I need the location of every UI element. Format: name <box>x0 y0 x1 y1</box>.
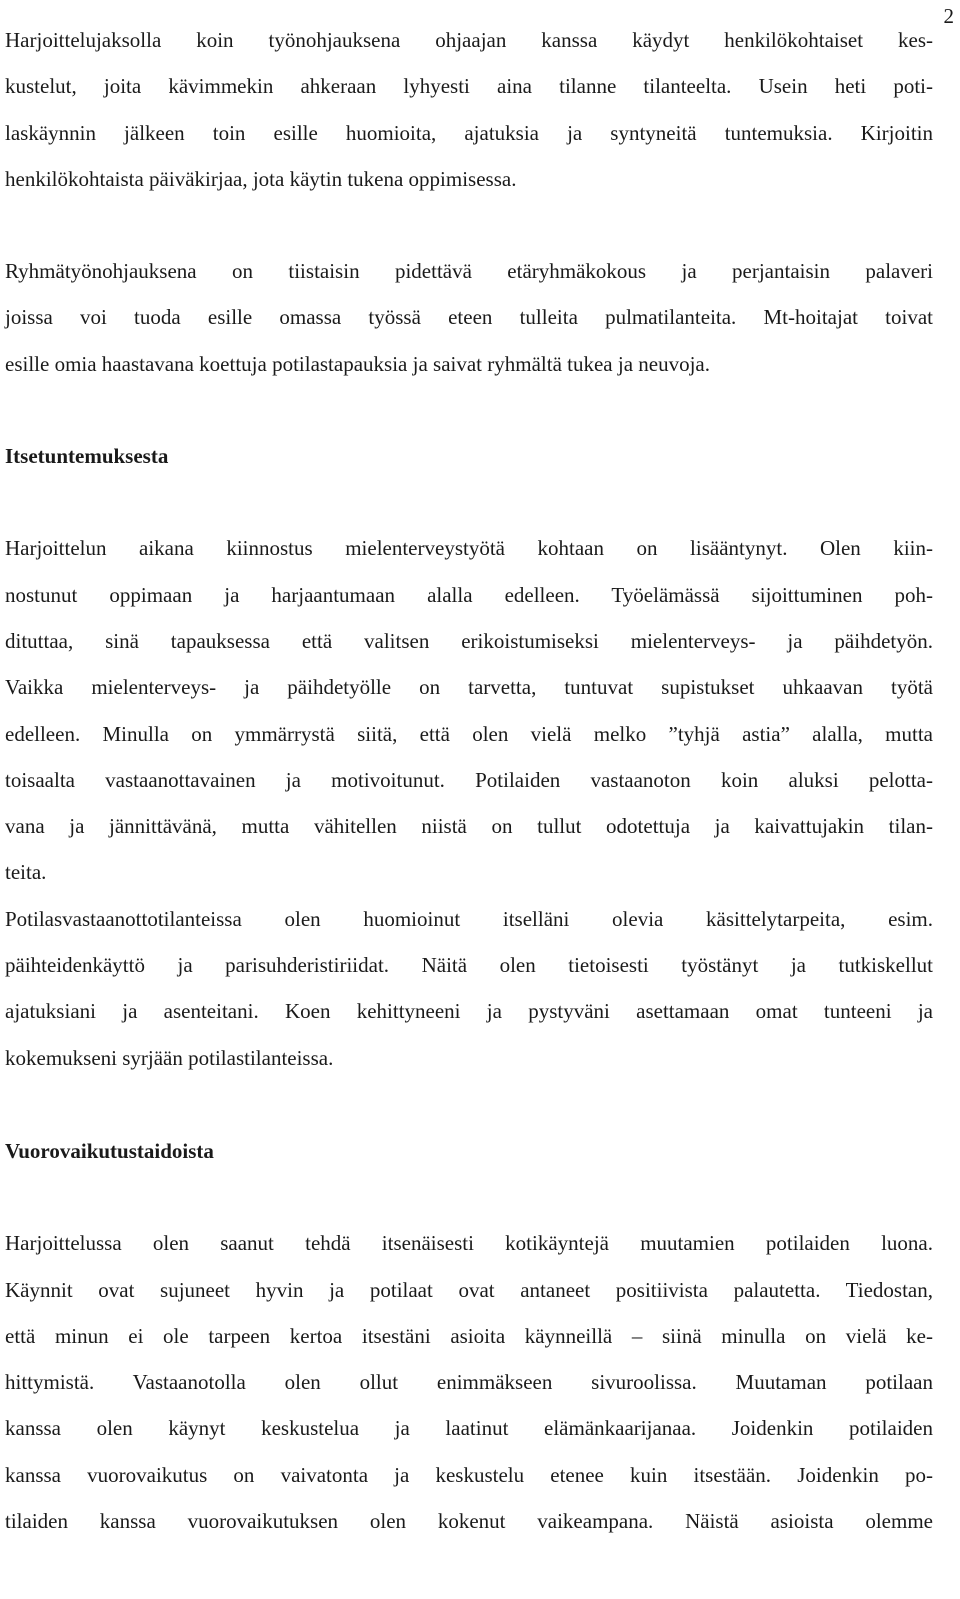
paragraph <box>5 248 933 387</box>
text-line: vana ja jännittävänä, mutta vähitellen niistä on tullut odotettuja ja kaivattujakin tilan- <box>5 814 933 839</box>
paragraph-spacer <box>5 1081 933 1128</box>
document-body <box>5 17 933 1544</box>
text-line: Potilasvastaanottotilanteissa olen huomioinut itselläni olevia käsittelytarpeita, esim. <box>5 906 933 931</box>
text-line: Harjoittelussa olen saanut tehdä itsenäisesti kotikäyntejä muutamien potilaiden luona. <box>5 1231 933 1256</box>
text-line: teita. <box>5 860 47 885</box>
text-line: joissa voi tuoda esille omassa työssä eteen tulleita pulmatilanteita. Mt-hoitajat toivat <box>5 305 933 330</box>
paragraph <box>5 896 933 1081</box>
page-number: 2 <box>943 4 954 28</box>
text-line: Vaikka mielenterveys- ja päihdetyölle on tarvetta, tuntuvat supistukset uhkaavan työtä <box>5 675 933 700</box>
text-line: että minun ei ole tarpeen kertoa itsestäni asioita käynneillä – siinä minulla on vielä ke- <box>5 1323 933 1348</box>
paragraph-spacer <box>5 479 933 525</box>
text-line: Harjoittelun aikana kiinnostus mielenterveystyötä kohtaan on lisääntynyt. Olen kiin- <box>5 536 933 561</box>
section-heading: Vuorovaikutustaidoista <box>5 1138 214 1163</box>
text-line: tilaiden kanssa vuorovaikutuksen olen kokenut vaikeampana. Näistä asioista olemme <box>5 1509 933 1534</box>
text-line: edelleen. Minulla on ymmärrystä siitä, että olen vielä melko ”tyhjä astia” alalla, mutta <box>5 721 933 746</box>
text-line: nostunut oppimaan ja harjaantumaan alalla edelleen. Työelämässä sijoittuminen poh- <box>5 582 933 607</box>
text-line: kanssa olen käynyt keskustelua ja laatinut elämänkaarijanaa. Joidenkin potilaiden <box>5 1416 933 1441</box>
text-line: päihteidenkäyttö ja parisuhderistiriidat. Näitä olen tietoisesti työstänyt ja tutkiskellut <box>5 953 933 978</box>
paragraph <box>5 17 933 202</box>
paragraph <box>5 1220 933 1544</box>
text-line: kanssa vuorovaikutus on vaivatonta ja keskustelu etenee kuin itsestään. Joidenkin po- <box>5 1462 933 1487</box>
text-line: Harjoittelujaksolla koin työnohjauksena ohjaajan kanssa käydyt henkilökohtaiset kes- <box>5 28 933 52</box>
text-line: laskäynnin jälkeen toin esille huomioita, ajatuksia ja syntyneitä tuntemuksia. Kirjoitin <box>5 120 933 145</box>
text-line: toisaalta vastaanottavainen ja motivoitunut. Potilaiden vastaanoton koin aluksi pelotta- <box>5 767 933 792</box>
text-line: dituttaa, sinä tapauksessa että valitsen erikoistumiseksi mielenterveys- ja päihdetyön. <box>5 628 933 653</box>
text-line: esille omia haastavana koettuja potilastapauksia ja saivat ryhmältä tukea ja neuvoja. <box>5 351 710 376</box>
text-line: henkilökohtaista päiväkirjaa, jota käytin tukena oppimisessa. <box>5 166 517 191</box>
section-heading: Itsetuntemuksesta <box>5 444 169 469</box>
text-line: kustelut, joita kävimmekin ahkeraan lyhyesti aina tilanne tilanteelta. Usein heti poti- <box>5 74 933 99</box>
paragraph-spacer <box>5 1174 933 1220</box>
paragraph-spacer <box>5 202 933 248</box>
text-line: kokemukseni syrjään potilastilanteissa. <box>5 1045 334 1070</box>
paragraph <box>5 525 933 895</box>
text-line: Käynnit ovat sujuneet hyvin ja potilaat ovat antaneet positiivista palautetta. Tiedostan, <box>5 1277 933 1302</box>
text-line: Ryhmätyönohjauksena on tiistaisin pidettävä etäryhmäkokous ja perjantaisin palaveri <box>5 259 933 284</box>
text-line: ajatuksiani ja asenteitani. Koen kehittyneeni ja pystyväni asettamaan omat tunteeni ja <box>5 999 933 1024</box>
text-line: hittymistä. Vastaanotolla olen ollut enimmäkseen sivuroolissa. Muutaman potilaan <box>5 1370 933 1395</box>
paragraph-spacer <box>5 387 933 433</box>
